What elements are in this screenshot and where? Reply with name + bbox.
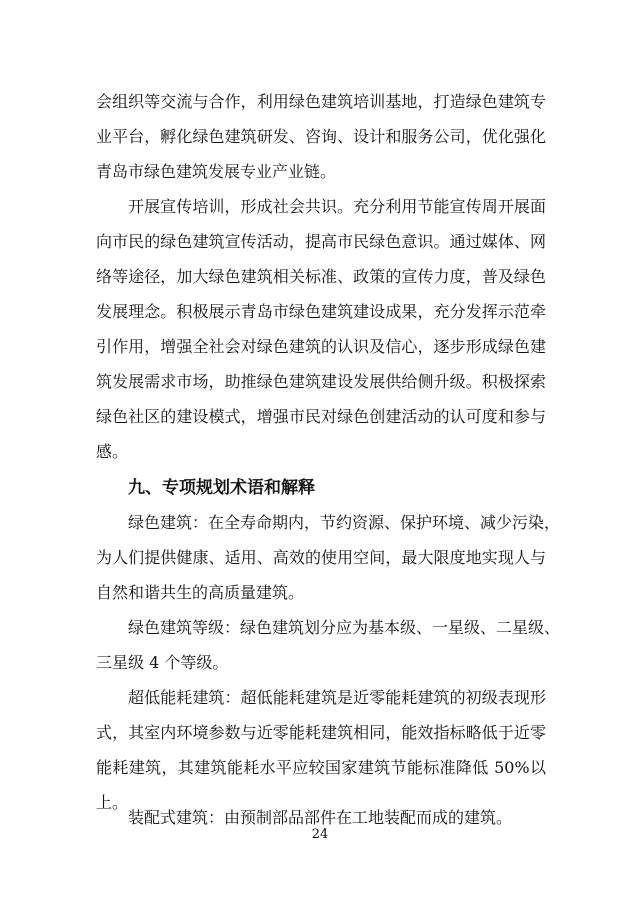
paragraph-line: 络等途径，加大绿色建筑相关标准、政策的宣传力度，普及绿色 (96, 267, 546, 286)
section-heading: 九、专项规划术语和解释 (128, 478, 315, 498)
paragraph-line: 感。 (96, 442, 129, 461)
paragraph-line: 青岛市绿色建筑发展专业产业链。 (96, 162, 337, 181)
paragraph-line: 绿色建筑：在全寿命期内，节约资源、保护环境、减少污染， (128, 513, 561, 532)
paragraph-line: 引作用，增强全社会对绿色建筑的认识及信心，逐步形成绿色建 (96, 337, 546, 356)
paragraph-line: 式，其室内环境参数与近零能耗建筑相同，能效指标略低于近零 (96, 723, 546, 742)
paragraph-line: 发展理念。积极展示青岛市绿色建筑建设成果，充分发挥示范牵 (96, 302, 546, 321)
paragraph-line: 向市民的绿色建筑宣传活动，提高市民绿色意识。通过媒体、网 (96, 232, 546, 251)
paragraph-line: 超低能耗建筑：超低能耗建筑是近零能耗建筑的初级表现形 (128, 688, 546, 707)
paragraph-line: 自然和谐共生的高质量建筑。 (96, 583, 305, 602)
paragraph-line: 绿色建筑等级：绿色建筑划分应为基本级、一星级、二星级、 (128, 618, 561, 637)
paragraph-line: 装配式建筑：由预制部品部件在工地装配而成的建筑。 (128, 808, 513, 827)
paragraph-line: 会组织等交流与合作，利用绿色建筑培训基地，打造绿色建筑专 (96, 92, 546, 111)
page-number: 24 (311, 827, 329, 842)
paragraph-line: 筑发展需求市场，助推绿色建筑建设发展供给侧升级。积极探索 (96, 372, 546, 391)
paragraph-line: 为人们提供健康、适用、高效的使用空间，最大限度地实现人与 (96, 548, 546, 567)
paragraph-line: 三星级 4 个等级。 (96, 653, 229, 672)
paragraph-line: 业平台，孵化绿色建筑研发、咨询、设计和服务公司，优化强化 (96, 127, 546, 146)
paragraph-line: 上。 (96, 793, 129, 812)
paragraph-line: 开展宣传培训，形成社会共识。充分利用节能宣传周开展面 (128, 197, 546, 216)
paragraph-line: 能耗建筑，其建筑能耗水平应较国家建筑节能标准降低 50%以 (96, 758, 546, 777)
paragraph-line: 绿色社区的建设模式，增强市民对绿色创建活动的认可度和参与 (96, 407, 546, 426)
